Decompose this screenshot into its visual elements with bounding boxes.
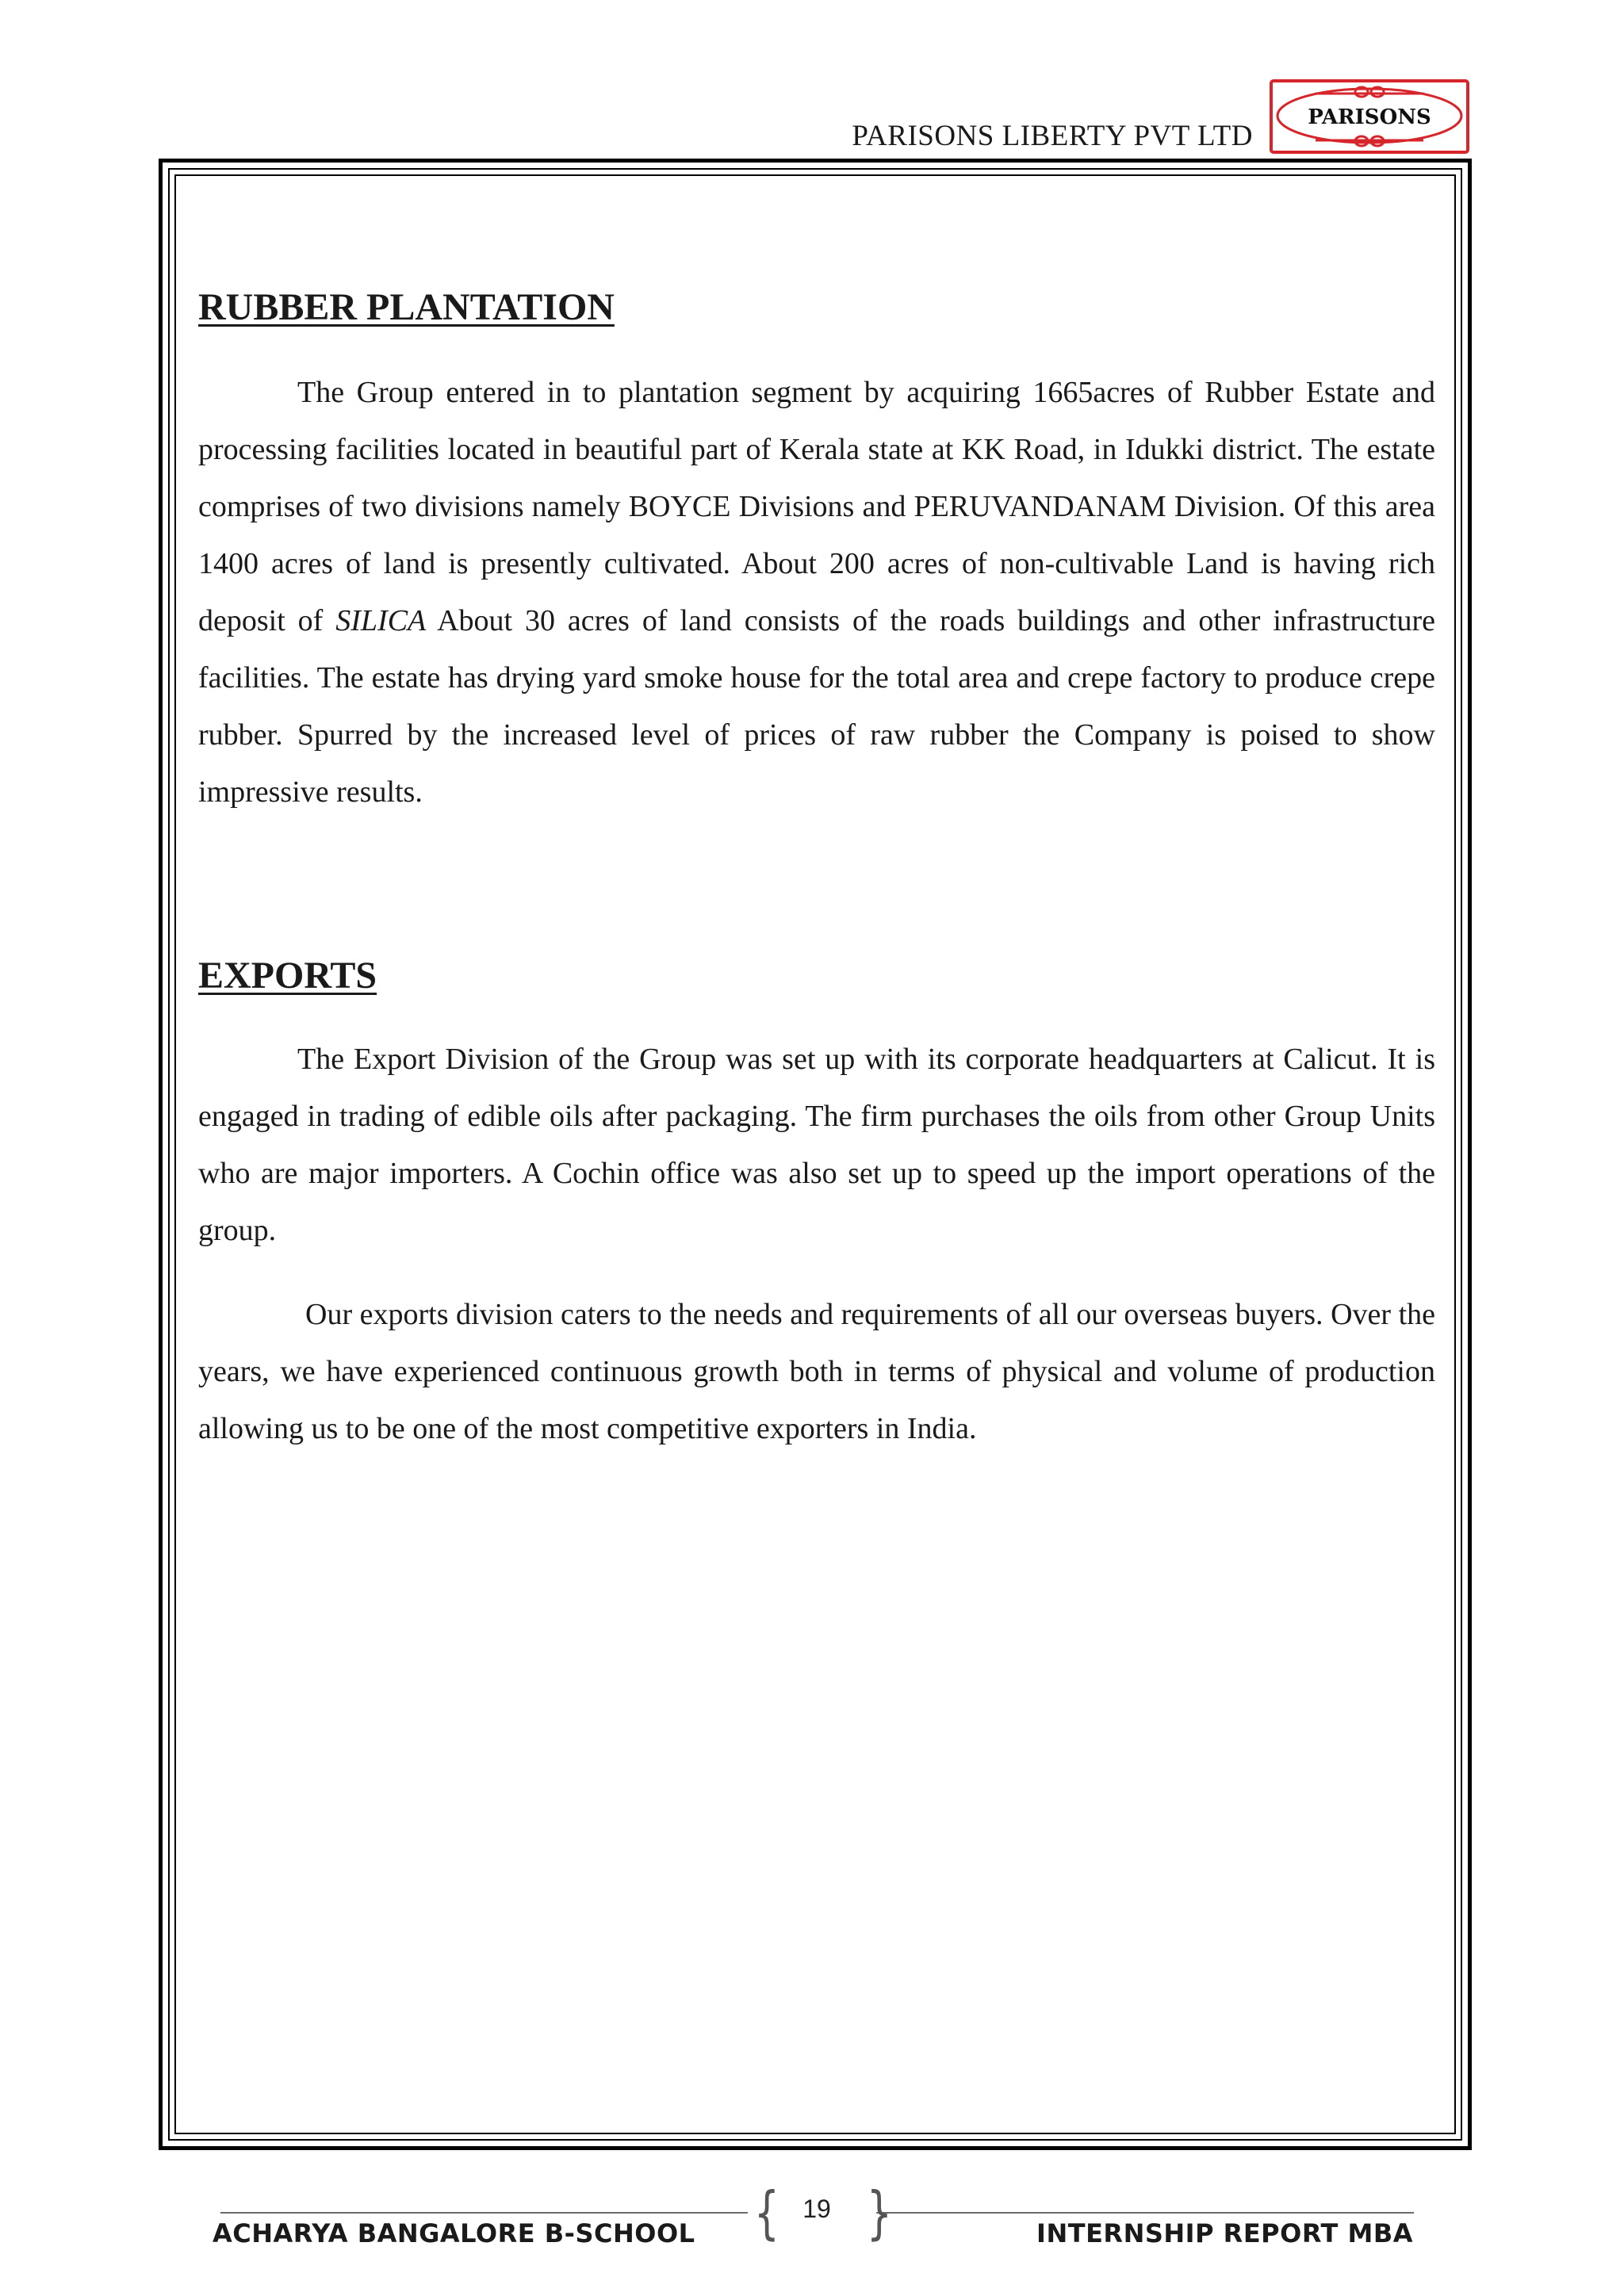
page-content bbox=[198, 285, 1435, 1457]
right-brace-icon: } bbox=[866, 2179, 892, 2246]
header-company-name: PARISONS LIBERTY PVT LTD bbox=[852, 120, 1253, 152]
left-brace-icon: { bbox=[753, 2179, 779, 2246]
silica-emphasis: SILICA bbox=[335, 604, 427, 637]
section-title-rubber-plantation: RUBBER PLANTATION bbox=[198, 286, 615, 328]
footer-rule-right bbox=[876, 2212, 1414, 2214]
rubber-plantation-paragraph: The Group entered in to plantation segment by acquiring 1665acres of Rubber Estate and processing facilities located in beautiful part of Kerala state at KK Road, in Idukki district. The estate comprises of two divisions namely BOYCE Divisions and PERUVANDANAM Division. Of this area 1400 acres of land is presently cultivated. About 200 acres of non-cultivable Land is having rich deposit of SILICA About 30 acres of land consists of the roads buildings and other infrastructure facilities. The estate has drying yard smoke house for the total area and crepe factory to produce crepe rubber. Spurred by the increased level of prices of raw rubber the Company is poised to show impressive results. bbox=[198, 376, 1435, 809]
footer-report-title: INTERNSHIP REPORT MBA bbox=[1036, 2218, 1413, 2248]
exports-paragraph-1: The Export Division of the Group was set up with its corporate headquarters at Calicut. It is engaged in trading of edible oils after packaging. The firm purchases the oils from other Group Units who are major importers. A Cochin office was also set up to speed up the import operations of the group. bbox=[198, 1043, 1435, 1247]
parisons-logo bbox=[1270, 79, 1469, 154]
footer-rule-left bbox=[220, 2212, 748, 2214]
page-number: 19 bbox=[802, 2195, 831, 2223]
footer-school-name: ACHARYA BANGALORE B-SCHOOL bbox=[213, 2218, 695, 2248]
logo-text: PARISONS bbox=[1308, 105, 1431, 129]
section-title-exports: EXPORTS bbox=[198, 955, 377, 997]
exports-paragraph-2: Our exports division caters to the needs and requirements of all our overseas buyers. Over the years, we have experienced continuous growth both in terms of physical and volume of production allowing us to be one of the most competitive exporters in India. bbox=[198, 1298, 1435, 1445]
